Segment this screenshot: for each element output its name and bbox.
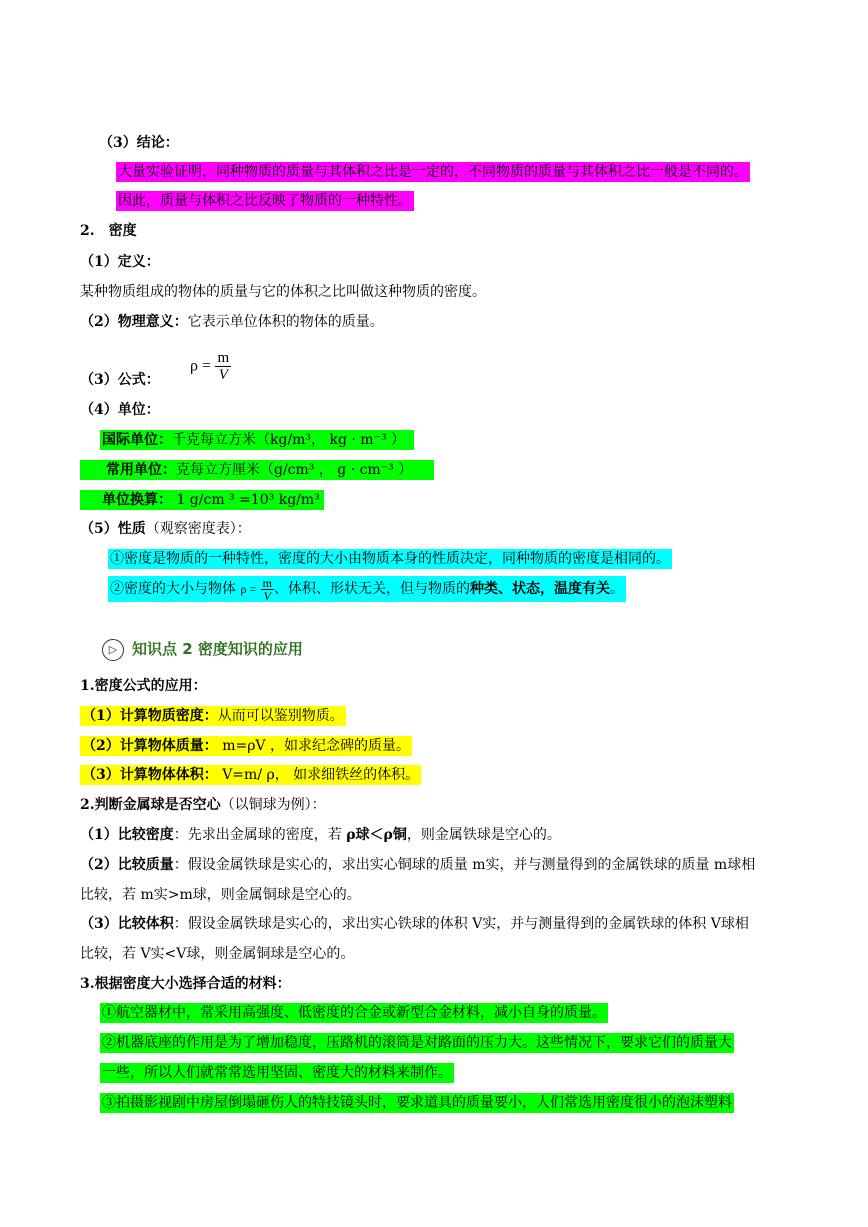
property-2-fraction xyxy=(261,577,274,602)
density-heading: 2. 密度 xyxy=(80,223,137,239)
apply-heading-3: 3.根据密度大小选择合适的材料： xyxy=(80,976,291,992)
compare-density-label: （1）比较密度 xyxy=(80,827,174,843)
formula-rho: ρ = xyxy=(190,357,212,375)
intl-unit-label: 国际单位： xyxy=(102,432,172,448)
formula-denominator: V xyxy=(218,367,228,383)
property-2-text-b: 、体积、形状无关，但与物质的 xyxy=(274,581,471,597)
compare-volume xyxy=(80,914,749,934)
apply-heading-1: 1.密度公式的应用： xyxy=(80,678,207,694)
property-label: （5）性质 xyxy=(80,521,146,537)
arrow-circle-icon: ▷ xyxy=(102,639,124,661)
compare-mass-line-2: 比较，若 m实>m球，则金属铜球是空心的。 xyxy=(80,887,361,903)
apply-heading-2-text: 2.判断金属球是否空心 xyxy=(80,797,221,813)
formula-fraction xyxy=(215,350,231,383)
physical-meaning-text: 它表示单位体积的物体的质量。 xyxy=(187,314,384,330)
material-2: ②机器底座的作用是为了增加稳度，压路机的滚筒是对路面的压力大。这些情况下，要求它们的质量大 xyxy=(102,1035,732,1051)
section-2-header xyxy=(102,638,303,661)
definition-text: 某种物质组成的物体的质量与它的体积之比叫做这种物质的密度。 xyxy=(80,284,486,300)
apply-item-2-label: （2）计算物体质量： xyxy=(82,738,218,754)
definition-label: （1）定义： xyxy=(80,254,160,270)
apply-item-1-label: （1）计算物质密度： xyxy=(82,708,218,724)
physical-meaning-label: （2）物理意义： xyxy=(80,314,188,330)
intl-unit xyxy=(100,430,414,450)
property-1: ①密度是物质的一种特性，密度的大小由物质本身的性质决定，同种物质的密度是相同的。 xyxy=(110,551,670,567)
apply-item-2-text: m=ρV ，如求纪念碑的质量。 xyxy=(217,738,410,754)
conclusion-line-1: 大量实验证明，同种物质的质量与其体积之比是一定的，不同物质的质量与其体积之比一般是不同的。 xyxy=(118,164,748,180)
compare-density-text: ：先求出金属球的密度，若 xyxy=(173,827,347,843)
apply-item-3-label: （3）计算物体体积： xyxy=(82,767,218,783)
compare-density-tail: ，则金属铁球是空心的。 xyxy=(406,827,561,843)
section-2-title: 知识点 2 密度知识的应用 xyxy=(132,640,303,658)
unit-label: （4）单位： xyxy=(80,402,160,418)
unit-conversion-label: 单位换算： xyxy=(102,492,172,508)
compare-density xyxy=(80,825,561,845)
material-3: ③拍摄影视剧中房屋倒塌砸伤人的特技镜头时，要求道具的质量要小，人们常选用密度很小的泡沫塑料 xyxy=(102,1095,732,1111)
apply-item-1-text: 从而可以鉴别物质。 xyxy=(217,708,344,724)
material-2-line-2: 一些，所以人们就常常选用坚固、密度大的材料来制作。 xyxy=(102,1065,452,1081)
property-note: （观察密度表）： xyxy=(145,521,251,537)
property-2-denominator: V xyxy=(263,588,272,603)
formula-label: （3）公式： xyxy=(80,372,160,388)
apply-item-2 xyxy=(80,736,412,756)
intl-unit-text: 千克每立方米（kg/m³， kg · m⁻³ ） xyxy=(172,432,406,448)
property-2-text-a: ②密度的大小与物体 xyxy=(110,581,236,597)
compare-volume-label: （3）比较体积 xyxy=(80,916,174,932)
unit-conversion xyxy=(80,490,324,510)
density-formula xyxy=(190,350,231,383)
compare-volume-line-2: 比较，若 V实<V球，则金属铜球是空心的。 xyxy=(80,946,355,962)
common-unit-label: 常用单位： xyxy=(106,462,176,478)
property-heading xyxy=(80,519,251,539)
compare-density-formula: ρ球＜ρ铜 xyxy=(346,827,407,843)
material-1: ①航空器材中，常采用高强度、低密度的合金或新型合金材料，减小自身的质量。 xyxy=(102,1005,606,1021)
apply-item-3-text: V=m/ ρ， 如求细铁丝的体积。 xyxy=(217,767,420,783)
apply-heading-2-note: （以铜球为例）： xyxy=(220,797,326,813)
formula-numerator: m xyxy=(217,350,230,366)
conclusion-heading: （3）结论： xyxy=(99,135,179,151)
apply-item-3 xyxy=(80,765,421,785)
compare-mass-text: ：假设金属铁球是实心的，求出实心铜球的质量 m实，并与测量得到的金属铁球的质量 m球相 xyxy=(173,857,756,873)
physical-meaning xyxy=(80,312,384,332)
compare-volume-text: ：假设金属铁球是实心的，求出实心铁球的体积 V实，并与测量得到的金属铁球的体积 V球相 xyxy=(173,916,749,932)
property-2-text-c: 种类、状态，温度有关 xyxy=(470,581,611,597)
compare-mass-label: （2）比较质量 xyxy=(80,857,174,873)
unit-conversion-text: 1 g/cm ³ =10³ kg/m³ xyxy=(172,492,320,508)
common-unit xyxy=(80,460,434,480)
property-2-text-d: 。 xyxy=(610,581,625,597)
apply-heading-2 xyxy=(80,795,326,815)
common-unit-text: 克每立方厘米（g/cm³ ， g · cm⁻³ ） xyxy=(176,462,413,478)
compare-mass xyxy=(80,855,755,875)
property-2-numerator: m xyxy=(262,575,273,590)
property-2-rho: ρ = xyxy=(240,582,257,596)
apply-item-1 xyxy=(80,706,346,726)
property-2 xyxy=(108,576,626,602)
conclusion-line-2: 因此，质量与体积之比反映了物质的一种特性。 xyxy=(118,193,412,209)
